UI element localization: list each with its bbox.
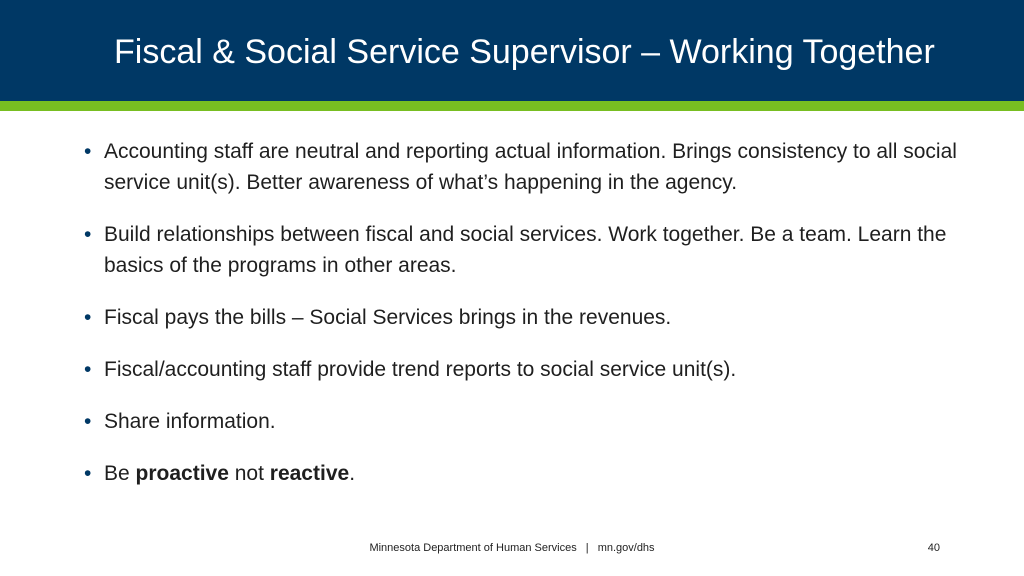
bullet-dot-icon: • (84, 410, 92, 433)
page-number: 40 (927, 542, 940, 554)
footer-website: mn.gov/dhs (597, 542, 655, 554)
bullet-text-suffix: . (349, 462, 356, 485)
bullet-text: Accounting staff are neutral and reporting actual information. Brings consistency to all social service unit(s). Better awareness of what’s happening in the agency. (104, 140, 957, 194)
bullet-item (84, 458, 964, 489)
bullet-text: Build relationships between fiscal and social services. Work together. Be a team. Learn the basics of the programs in other areas. (104, 223, 947, 277)
bullet-item (84, 406, 964, 437)
slide-title: Fiscal & Social Service Supervisor – Working Together (114, 33, 935, 71)
bullet-item (84, 219, 964, 281)
bullet-item (84, 302, 964, 333)
bullet-text (104, 462, 355, 485)
footer-separator: | (585, 542, 589, 554)
bullet-dot-icon: • (84, 140, 92, 163)
bullet-text: Fiscal/accounting staff provide trend reports to social service unit(s). (104, 358, 737, 381)
bullet-text-prefix: Be (104, 462, 136, 485)
header-accent-stripe (0, 101, 1024, 111)
bullet-item (84, 136, 964, 198)
bullet-dot-icon: • (84, 358, 92, 381)
bullet-dot-icon: • (84, 306, 92, 329)
bullet-item (84, 354, 964, 385)
footer-organization: Minnesota Department of Human Services (369, 542, 577, 554)
footer (0, 542, 1024, 554)
bullet-list (84, 136, 964, 510)
bullet-text-middle: not (228, 462, 270, 485)
bullet-dot-icon: • (84, 223, 92, 246)
bullet-dot-icon: • (84, 462, 92, 485)
bullet-text: Fiscal pays the bills – Social Services brings in the revenues. (104, 306, 672, 329)
emphasis-reactive: reactive (269, 462, 350, 485)
bullet-text: Share information. (104, 410, 276, 433)
emphasis-proactive: proactive (135, 462, 229, 485)
